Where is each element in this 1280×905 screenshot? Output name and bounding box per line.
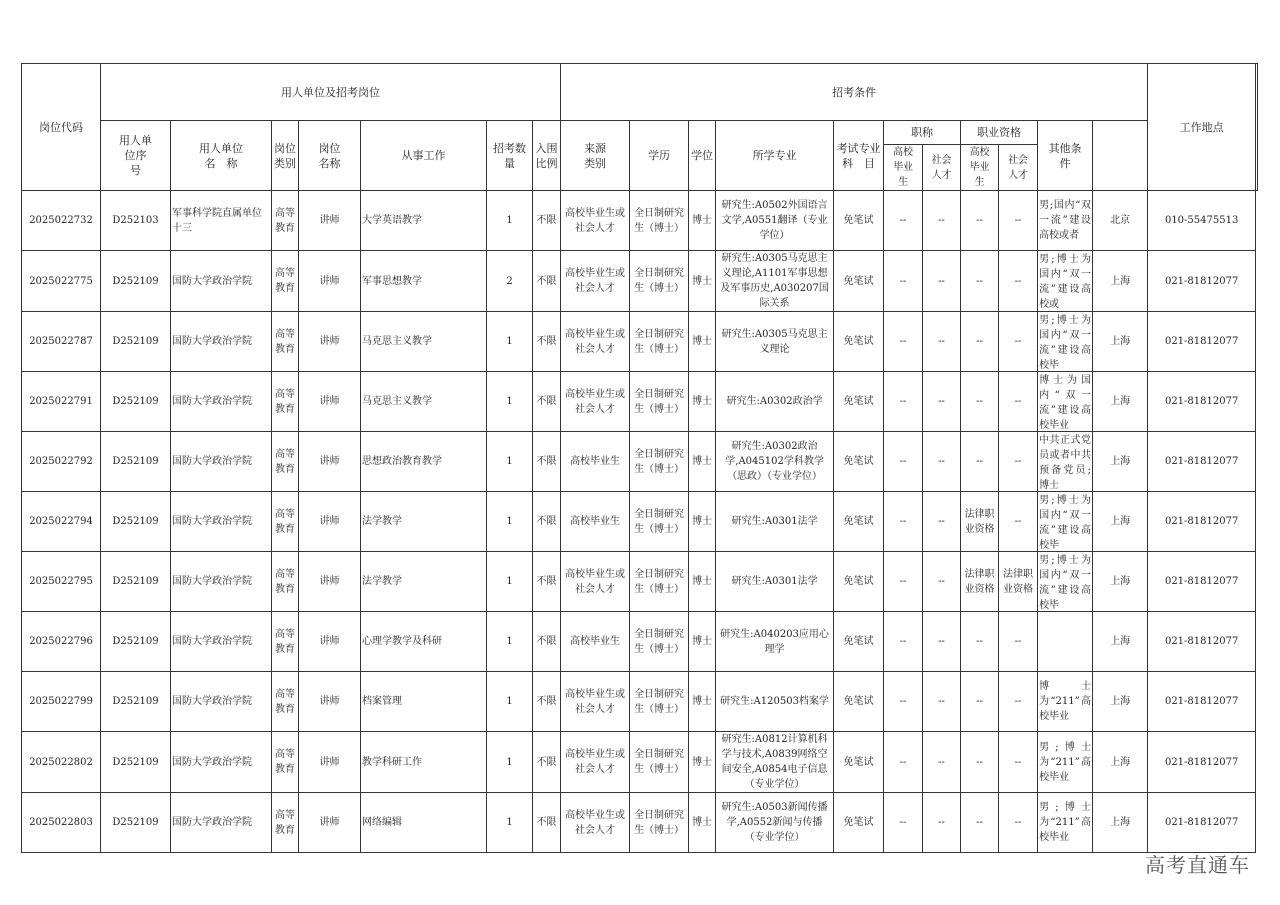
cell-other (1038, 793, 1093, 853)
cell-work: 马克思主义教学 (361, 312, 487, 372)
cell-degree: 博士 (689, 492, 716, 552)
cell-t1: -- (884, 552, 923, 612)
cell-q1: -- (961, 191, 999, 251)
cell-count: 1 (487, 793, 533, 853)
cell-work: 法学教学 (361, 552, 487, 612)
cell-other (1038, 732, 1093, 793)
cell-degree: 博士 (689, 191, 716, 251)
cell-phone: 021-81812077 (1148, 372, 1256, 432)
col-header-post-name: 岗位名称 (299, 121, 361, 191)
cell-ratio: 不限 (533, 732, 561, 793)
cell-phone: 021-81812077 (1148, 492, 1256, 552)
cell-source: 高校毕业生或社会人才 (561, 191, 630, 251)
cell-source: 高校毕业生或社会人才 (561, 552, 630, 612)
cell-type: 高等教育 (272, 372, 299, 432)
cell-phone: 010-55475513 (1148, 191, 1256, 251)
cell-seq: D252103 (101, 191, 171, 251)
cell-post: 讲师 (299, 372, 361, 432)
cell-count: 1 (487, 432, 533, 492)
cell-source: 高校毕业生 (561, 612, 630, 672)
cell-exam: 免笔试 (834, 732, 884, 793)
cell-other (1038, 191, 1093, 251)
cell-place: 上海 (1093, 793, 1148, 853)
cell-t1: -- (884, 732, 923, 793)
cell-other (1038, 372, 1093, 432)
cell-code: 2025022803 (22, 793, 101, 853)
cell-degree: 博士 (689, 432, 716, 492)
cell-code: 2025022802 (22, 732, 101, 793)
cell-work: 马克思主义教学 (361, 372, 487, 432)
cell-unit: 国防大学政治学院 (171, 552, 272, 612)
col-header-title-grad: 高校毕业生 (884, 145, 923, 191)
cell-code: 2025022787 (22, 312, 101, 372)
table-row (22, 732, 1258, 793)
cell-other-text: 博士为“211”高校毕业 (1039, 681, 1092, 722)
cell-phone: 021-81812077 (1148, 612, 1256, 672)
cell-type: 高等教育 (272, 672, 299, 732)
cell-q1: -- (961, 312, 999, 372)
cell-other (1038, 251, 1093, 312)
cell-post: 讲师 (299, 732, 361, 793)
cell-post: 讲师 (299, 793, 361, 853)
cell-count: 1 (487, 492, 533, 552)
cell-unit: 国防大学政治学院 (171, 372, 272, 432)
cell-code: 2025022792 (22, 432, 101, 492)
cell-q1: -- (961, 612, 999, 672)
cell-ratio: 不限 (533, 312, 561, 372)
cell-phone: 021-81812077 (1148, 312, 1256, 372)
cell-edu: 全日制研究生（博士） (630, 793, 689, 853)
cell-t2: -- (923, 432, 961, 492)
cell-ratio: 不限 (533, 251, 561, 312)
cell-post: 讲师 (299, 612, 361, 672)
cell-degree: 博士 (689, 312, 716, 372)
cell-q2: 法律职业资格 (999, 552, 1038, 612)
cell-edu: 全日制研究生（博士） (630, 732, 689, 793)
cell-t2: -- (923, 732, 961, 793)
cell-phone: 021-81812077 (1148, 793, 1256, 853)
cell-work: 大学英语教学 (361, 191, 487, 251)
col-header-other: 其他条件 (1038, 121, 1093, 191)
cell-other (1038, 672, 1093, 732)
cell-work: 心理学教学及科研 (361, 612, 487, 672)
cell-t2: -- (923, 312, 961, 372)
cell-seq: D252109 (101, 312, 171, 372)
cell-exam: 免笔试 (834, 432, 884, 492)
cell-phone: 021-81812077 (1148, 432, 1256, 492)
group-header-unit: 用人单位及招考岗位 (101, 64, 561, 121)
col-header-edu: 学历 (630, 121, 689, 191)
cell-source: 高校毕业生 (561, 432, 630, 492)
cell-major: 研究生:A0812计算机科学与技术,A0839网络空间安全,A0854电子信息（专业学位） (716, 732, 834, 793)
cell-t2: -- (923, 672, 961, 732)
cell-source: 高校毕业生 (561, 492, 630, 552)
cell-edu: 全日制研究生（博士） (630, 672, 689, 732)
cell-ratio: 不限 (533, 612, 561, 672)
cell-code: 2025022775 (22, 251, 101, 312)
cell-count: 2 (487, 251, 533, 312)
cell-post: 讲师 (299, 552, 361, 612)
cell-phone: 021-81812077 (1148, 672, 1256, 732)
cell-exam: 免笔试 (834, 552, 884, 612)
cell-t2: -- (923, 492, 961, 552)
col-header-title-social: 社会人才 (923, 145, 961, 191)
cell-q1: -- (961, 732, 999, 793)
cell-t1: -- (884, 372, 923, 432)
cell-ratio: 不限 (533, 793, 561, 853)
cell-degree: 博士 (689, 552, 716, 612)
cell-q1: -- (961, 432, 999, 492)
cell-work: 思想政治教育教学 (361, 432, 487, 492)
cell-type: 高等教育 (272, 793, 299, 853)
cell-unit: 国防大学政治学院 (171, 251, 272, 312)
cell-other-text: 男;国内“双一流”建设高校或者 (1039, 200, 1092, 241)
col-header-unit-name: 用人单位名 称 (171, 121, 272, 191)
cell-unit: 国防大学政治学院 (171, 432, 272, 492)
cell-exam: 免笔试 (834, 672, 884, 732)
table-row (22, 612, 1258, 672)
cell-work: 法学教学 (361, 492, 487, 552)
table-row (22, 672, 1258, 732)
cell-q1: -- (961, 372, 999, 432)
cell-place: 上海 (1093, 372, 1148, 432)
cell-phone: 021-81812077 (1148, 732, 1256, 793)
cell-count: 1 (487, 372, 533, 432)
col-header-qual: 职业资格 (961, 121, 1038, 145)
cell-ratio: 不限 (533, 552, 561, 612)
cell-major: 研究生:A0301法学 (716, 552, 834, 612)
cell-unit: 国防大学政治学院 (171, 612, 272, 672)
cell-other (1038, 612, 1093, 672)
cell-code: 2025022791 (22, 372, 101, 432)
table-row (22, 312, 1258, 372)
table-row (22, 372, 1258, 432)
col-header-phone (1256, 64, 1258, 191)
cell-degree: 博士 (689, 612, 716, 672)
cell-unit: 国防大学政治学院 (171, 732, 272, 793)
table-row (22, 492, 1258, 552)
table-row (22, 552, 1258, 612)
cell-type: 高等教育 (272, 312, 299, 372)
cell-seq: D252109 (101, 492, 171, 552)
cell-source: 高校毕业生或社会人才 (561, 372, 630, 432)
cell-major: 研究生:A0503新闻传播学,A0552新闻与传播（专业学位） (716, 793, 834, 853)
cell-degree: 博士 (689, 732, 716, 793)
cell-source: 高校毕业生或社会人才 (561, 251, 630, 312)
cell-phone: 021-81812077 (1148, 251, 1256, 312)
cell-other-text: 男;博士为“211”高校毕业 (1039, 802, 1092, 843)
cell-other (1038, 492, 1093, 552)
cell-q1: -- (961, 793, 999, 853)
cell-unit: 国防大学政治学院 (171, 793, 272, 853)
cell-source: 高校毕业生或社会人才 (561, 732, 630, 793)
cell-other (1038, 312, 1093, 372)
cell-other-text: 男;博士为国内“双一流”建设高校或 (1039, 254, 1092, 310)
cell-exam: 免笔试 (834, 492, 884, 552)
cell-unit: 国防大学政治学院 (171, 312, 272, 372)
cell-phone: 021-81812077 (1148, 552, 1256, 612)
cell-q2: -- (999, 793, 1038, 853)
cell-degree: 博士 (689, 372, 716, 432)
cell-count: 1 (487, 732, 533, 793)
cell-q2: -- (999, 492, 1038, 552)
cell-major: 研究生:A0302政治学,A045102学科教学（思政）（专业学位） (716, 432, 834, 492)
cell-q1: 法律职业资格 (961, 552, 999, 612)
cell-post: 讲师 (299, 191, 361, 251)
cell-seq: D252109 (101, 612, 171, 672)
cell-code: 2025022796 (22, 612, 101, 672)
col-header-qual-social: 社会人才 (999, 145, 1038, 191)
cell-place: 上海 (1093, 251, 1148, 312)
cell-edu: 全日制研究生（博士） (630, 191, 689, 251)
cell-t2: -- (923, 612, 961, 672)
cell-type: 高等教育 (272, 612, 299, 672)
cell-q2: -- (999, 191, 1038, 251)
cell-count: 1 (487, 672, 533, 732)
cell-work: 军事思想教学 (361, 251, 487, 312)
table-body (22, 191, 1258, 853)
cell-major: 研究生:A0305马克思主义理论,A1101军事思想及军事历史,A030207国际关系 (716, 251, 834, 312)
cell-degree: 博士 (689, 251, 716, 312)
cell-exam: 免笔试 (834, 793, 884, 853)
cell-t1: -- (884, 251, 923, 312)
cell-edu: 全日制研究生（博士） (630, 312, 689, 372)
cell-t2: -- (923, 251, 961, 312)
cell-place: 上海 (1093, 432, 1148, 492)
cell-t2: -- (923, 793, 961, 853)
cell-post: 讲师 (299, 312, 361, 372)
cell-unit: 军事科学院直属单位十三 (171, 191, 272, 251)
cell-seq: D252109 (101, 552, 171, 612)
cell-place: 上海 (1093, 312, 1148, 372)
cell-code: 2025022799 (22, 672, 101, 732)
cell-other (1038, 552, 1093, 612)
col-header-code: 岗位代码 (22, 64, 101, 191)
cell-place: 上海 (1093, 672, 1148, 732)
cell-q2: -- (999, 732, 1038, 793)
cell-t1: -- (884, 793, 923, 853)
cell-count: 1 (487, 552, 533, 612)
watermark: 高考直通车 (1145, 853, 1250, 877)
cell-post: 讲师 (299, 432, 361, 492)
cell-exam: 免笔试 (834, 312, 884, 372)
cell-work: 档案管理 (361, 672, 487, 732)
cell-count: 1 (487, 312, 533, 372)
cell-type: 高等教育 (272, 191, 299, 251)
cell-count: 1 (487, 191, 533, 251)
cell-edu: 全日制研究生（博士） (630, 251, 689, 312)
cell-q1: -- (961, 672, 999, 732)
cell-q2: -- (999, 432, 1038, 492)
cell-major: 研究生:A0502外国语言文学,A0551翻译（专业学位） (716, 191, 834, 251)
cell-place: 上海 (1093, 492, 1148, 552)
cell-t1: -- (884, 672, 923, 732)
cell-post: 讲师 (299, 251, 361, 312)
cell-degree: 博士 (689, 672, 716, 732)
cell-t2: -- (923, 191, 961, 251)
cell-t1: -- (884, 432, 923, 492)
cell-edu: 全日制研究生（博士） (630, 552, 689, 612)
cell-type: 高等教育 (272, 432, 299, 492)
col-header-exam: 考试专业科 目 (834, 121, 884, 191)
cell-q2: -- (999, 672, 1038, 732)
cell-source: 高校毕业生或社会人才 (561, 672, 630, 732)
cell-t1: -- (884, 612, 923, 672)
cell-code: 2025022794 (22, 492, 101, 552)
cell-ratio: 不限 (533, 191, 561, 251)
cell-t1: -- (884, 492, 923, 552)
cell-t2: -- (923, 372, 961, 432)
cell-unit: 国防大学政治学院 (171, 672, 272, 732)
cell-type: 高等教育 (272, 732, 299, 793)
cell-ratio: 不限 (533, 432, 561, 492)
cell-source: 高校毕业生或社会人才 (561, 793, 630, 853)
cell-work: 网络编辑 (361, 793, 487, 853)
cell-major: 研究生:A0301法学 (716, 492, 834, 552)
col-header-count: 招考数量 (487, 121, 533, 191)
cell-place: 上海 (1093, 552, 1148, 612)
cell-type: 高等教育 (272, 492, 299, 552)
cell-exam: 免笔试 (834, 191, 884, 251)
cell-source: 高校毕业生或社会人才 (561, 312, 630, 372)
cell-exam: 免笔试 (834, 612, 884, 672)
col-header-place: 工作地点 (1148, 64, 1256, 191)
cell-post: 讲师 (299, 672, 361, 732)
cell-edu: 全日制研究生（博士） (630, 372, 689, 432)
cell-degree: 博士 (689, 793, 716, 853)
cell-place: 北京 (1093, 191, 1148, 251)
cell-major: 研究生:A120503档案学 (716, 672, 834, 732)
col-header-degree: 学位 (689, 121, 716, 191)
cell-t2: -- (923, 552, 961, 612)
cell-place: 上海 (1093, 612, 1148, 672)
cell-major: 研究生:A0305马克思主义理论 (716, 312, 834, 372)
col-header-work: 从事工作 (361, 121, 487, 191)
cell-other-text: 男;博士为“211”高校毕业 (1039, 741, 1092, 783)
cell-other (1038, 432, 1093, 492)
cell-seq: D252109 (101, 793, 171, 853)
cell-ratio: 不限 (533, 492, 561, 552)
col-header-post-type: 岗位类别 (272, 121, 299, 191)
cell-q1: 法律职业资格 (961, 492, 999, 552)
cell-seq: D252109 (101, 672, 171, 732)
table-row (22, 432, 1258, 492)
cell-edu: 全日制研究生（博士） (630, 432, 689, 492)
cell-major: 研究生:A040203应用心理学 (716, 612, 834, 672)
cell-type: 高等教育 (272, 552, 299, 612)
col-header-source: 来源类别 (561, 121, 630, 191)
cell-post: 讲师 (299, 492, 361, 552)
cell-seq: D252109 (101, 432, 171, 492)
cell-ratio: 不限 (533, 372, 561, 432)
col-header-title: 职称 (884, 121, 961, 145)
cell-seq: D252109 (101, 372, 171, 432)
cell-type: 高等教育 (272, 251, 299, 312)
cell-other-text: 男;博士为国内“双一流”建设高校毕 (1039, 554, 1092, 611)
col-header-major: 所学专业 (716, 121, 834, 191)
cell-count: 1 (487, 612, 533, 672)
cell-t1: -- (884, 191, 923, 251)
cell-q2: -- (999, 312, 1038, 372)
cell-code: 2025022732 (22, 191, 101, 251)
col-header-ratio: 入围比例 (533, 121, 561, 191)
cell-seq: D252109 (101, 251, 171, 312)
col-header-seq: 用人单位序 号 (101, 121, 171, 191)
cell-work: 教学科研工作 (361, 732, 487, 793)
cell-edu: 全日制研究生（博士） (630, 612, 689, 672)
cell-t1: -- (884, 312, 923, 372)
cell-code: 2025022795 (22, 552, 101, 612)
cell-exam: 免笔试 (834, 372, 884, 432)
cell-seq: D252109 (101, 732, 171, 793)
cell-q2: -- (999, 372, 1038, 432)
table-row (22, 191, 1258, 251)
cell-other-text: 中共正式党员或者中共预备党员;博士 (1039, 434, 1092, 491)
cell-ratio: 不限 (533, 672, 561, 732)
cell-place: 上海 (1093, 732, 1148, 793)
cell-major: 研究生:A0302政治学 (716, 372, 834, 432)
cell-q1: -- (961, 251, 999, 312)
cell-other-text: 男;博士为国内“双一流”建设高校毕 (1039, 314, 1092, 371)
recruitment-table (21, 63, 1258, 853)
cell-unit: 国防大学政治学院 (171, 492, 272, 552)
cell-exam: 免笔试 (834, 251, 884, 312)
col-header-qual-grad: 高校毕业生 (961, 145, 999, 191)
cell-other-text: 博士为国内“双一流”建设高校毕业 (1039, 374, 1092, 431)
table-row (22, 793, 1258, 853)
cell-q2: -- (999, 612, 1038, 672)
table-row (22, 251, 1258, 312)
cell-other-text: 男;博士为国内“双一流”建设高校毕 (1039, 494, 1092, 551)
cell-edu: 全日制研究生（博士） (630, 492, 689, 552)
cell-q2: -- (999, 251, 1038, 312)
group-header-conditions: 招考条件 (561, 64, 1148, 121)
